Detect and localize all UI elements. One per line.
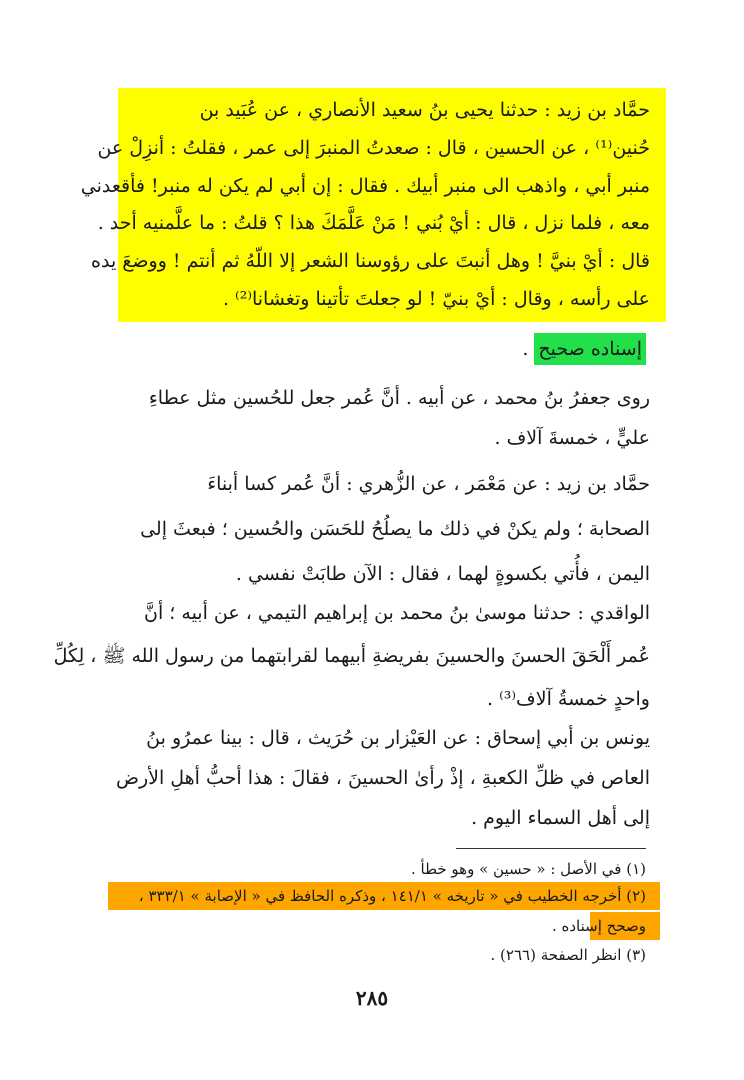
text-line: منبر أبي ، واذهب الى منبر أبيك . فقال : إن أبي لم يكن له منبر! فأقعدني bbox=[80, 174, 650, 197]
footnote-2-continued: وصحح إسناده . bbox=[551, 917, 646, 935]
page-number: ٢٨٥ bbox=[355, 986, 389, 1010]
paragraph-jafar bbox=[130, 378, 650, 458]
text-line: على رأسه ، وقال : أيْ بنيّ ! لو جعلتَ تأتينا وتغشانا⁽²⁾ . bbox=[222, 287, 650, 310]
text-line: الصحابة ؛ ولم يكنْ في ذلك ما يصلُحُ للحَسَن والحُسين ؛ فبعثَ إلى bbox=[140, 518, 650, 540]
footnote-1: (١) في الأصل : « حسين » وهو خطأ . bbox=[410, 860, 646, 878]
text-line: روى جعفرُ بنُ محمد ، عن أبيه . أنَّ عُمر جعل للحُسين مثل عطاءِ bbox=[148, 387, 650, 409]
paragraph-yunus bbox=[115, 718, 650, 838]
text-line: معه ، فلما نزل ، قال : أيْ بُني ! مَنْ عَلَّمَكَ هذا ؟ قلتُ : ما علَّمنيه أحد . bbox=[97, 212, 650, 235]
footnote-divider bbox=[456, 848, 646, 849]
footnote-2: (٢) أخرجه الخطيب في « تاريخه » ١٤١/١ ، وذكره الحافظ في « الإصابة » ٣٣٣/١ ، bbox=[138, 887, 646, 905]
text-line: إلى أهل السماء اليوم . bbox=[471, 807, 650, 829]
paragraph-waqidi bbox=[53, 592, 650, 721]
text-line: واحدٍ خمسةُ آلاف⁽³⁾ . bbox=[487, 688, 650, 710]
isnad-note bbox=[522, 333, 646, 365]
footnote-3: (٣) انظر الصفحة (٢٦٦) . bbox=[490, 946, 646, 964]
text-line: حمَّاد بن زيد : حدثنا يحيى بنُ سعيد الأنصاري ، عن عُبَيد بن bbox=[199, 99, 650, 121]
text-line: حُنين⁽¹⁾ ، عن الحسين ، قال : صعدتُ المنبرَ إلى عمر ، فقلتُ : أنزِلْ عن bbox=[97, 136, 650, 159]
isnad-label: إسناده صحيح bbox=[534, 333, 646, 365]
text-line: عليٍّ ، خمسةَ آلاف . bbox=[494, 427, 650, 449]
text-line: الواقدي : حدثنا موسىٰ بنُ محمد بن إبراهيم التيمي ، عن أبيه ؛ أنَّ bbox=[144, 602, 650, 624]
text-line: عُمر أَلْحَقَ الحسنَ والحسينَ بفريضةِ أبيهما لقرابتهما من رسول الله ﷺ ، لِكُلِّ bbox=[53, 645, 650, 667]
text-line: العاص في ظلِّ الكعبةِ ، إذْ رأىٰ الحسينَ ، فقالَ : هذا أحبُّ أهلِ الأرض bbox=[115, 767, 650, 789]
isnad-dot: . bbox=[522, 338, 535, 360]
paragraph-hammad-yahya bbox=[80, 92, 650, 319]
text-line: حمَّاد بن زيد : عن مَعْمَر ، عن الزُّهري : أنَّ عُمر كسا أبناءَ bbox=[207, 473, 650, 495]
text-line: قال : أيْ بنيَّ ! وهل أنبتَ على رؤوسنا الشعر إلا اللّهُ ثم أنتم ! ووضعَ يده bbox=[91, 250, 650, 273]
paragraph-hammad-mamar bbox=[130, 462, 650, 597]
text-line: اليمن ، فأُتي بكسوةٍ لهما ، فقال : الآن طابَتْ نفسي . bbox=[235, 563, 650, 585]
text-line: يونس بن أبي إسحاق : عن العَيْزار بن حُرَيث ، قال : بينا عمرُو بنُ bbox=[146, 727, 650, 749]
